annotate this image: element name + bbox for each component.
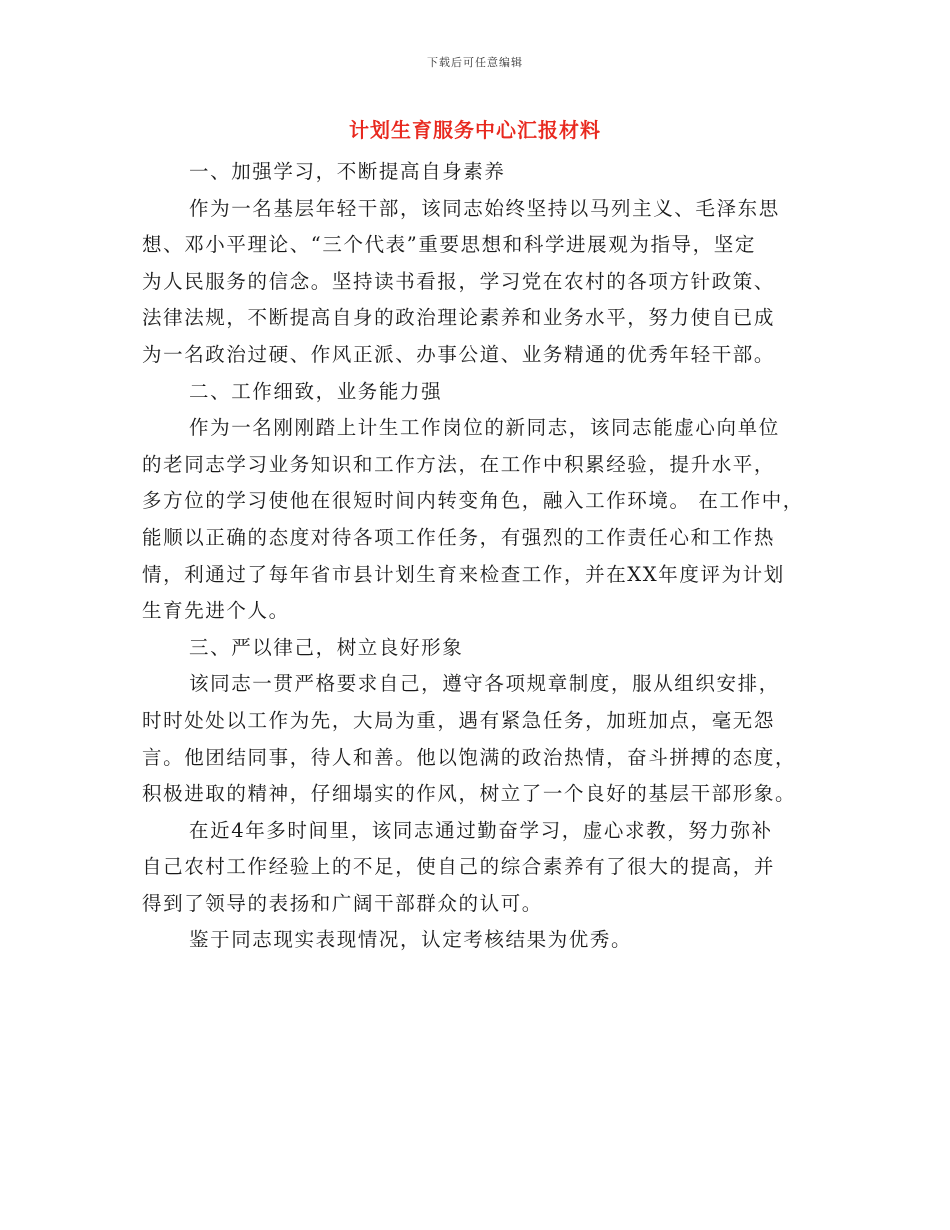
- document-body: [142, 154, 814, 959]
- body-line: 为人民服务的信念。坚持读书看报，学习党在农村的各项方针政策、: [142, 269, 776, 293]
- body-line: 为一名政治过硬、作风正派、办事公道、业务精通的优秀年轻干部。: [142, 342, 776, 366]
- body-line: 该同志一贯严格要求自己，遵守各项规章制度，服从组织安排，: [189, 672, 780, 696]
- document-title: 计划生育服务中心汇报材料: [349, 118, 601, 142]
- body-line: 作为一名基层年轻干部，该同志始终坚持以马列主义、毛泽东思: [189, 196, 780, 220]
- body-line: 的老同志学习业务知识和工作方法，在工作中积累经验，提升水平，: [142, 452, 776, 476]
- body-line: 法律法规，不断提高自身的政治理论素养和业务水平，努力使自已成: [142, 306, 776, 330]
- body-line: 自己农村工作经验上的不足，使自己的综合素养有了很大的提高，并: [142, 855, 776, 879]
- body-line: 情，利通过了每年省市县计划生育来检查工作，并在XX年度评为计划: [142, 562, 785, 586]
- body-line: 鉴于同志现实表现情况，认定考核结果为优秀。: [189, 928, 633, 952]
- body-line: 在近4年多时间里，该同志通过勤奋学习，虚心求教，努力弥补: [189, 818, 773, 842]
- body-line: 二、工作细致，业务能力强: [189, 379, 443, 403]
- header-note: 下载后可任意编辑: [427, 56, 523, 69]
- body-line: 得到了领导的表扬和广阔干部群众的认可。: [142, 891, 543, 915]
- body-line: 言。他团结同事，待人和善。他以饱满的政治热情，奋斗拼搏的态度，: [142, 745, 797, 769]
- body-line: 生育先进个人。: [142, 599, 290, 623]
- body-line: 一、加强学习，不断提高自身素养: [189, 160, 506, 183]
- body-line: 能顺以正确的态度对待各项工作任务，有强烈的工作责任心和工作热: [142, 525, 776, 549]
- body-line: 积极进取的精神，仔细塌实的作风，树立了一个良好的基层干部形象。: [142, 782, 797, 806]
- body-line: 想、邓小平理论、“三个代表”重要思想和科学进展观为指导，坚定: [142, 233, 756, 257]
- body-line: 时时处处以工作为先，大局为重，遇有紧急任务，加班加点，毫无怨: [142, 708, 776, 732]
- body-line: 多方位的学习使他在很短时间内转变角色，融入工作环境。 在工作中，: [142, 489, 804, 513]
- body-line: 作为一名刚刚踏上计生工作岗位的新同志，该同志能虚心向单位: [189, 416, 780, 440]
- body-line: 三、严以律己，树立良好形象: [189, 635, 464, 659]
